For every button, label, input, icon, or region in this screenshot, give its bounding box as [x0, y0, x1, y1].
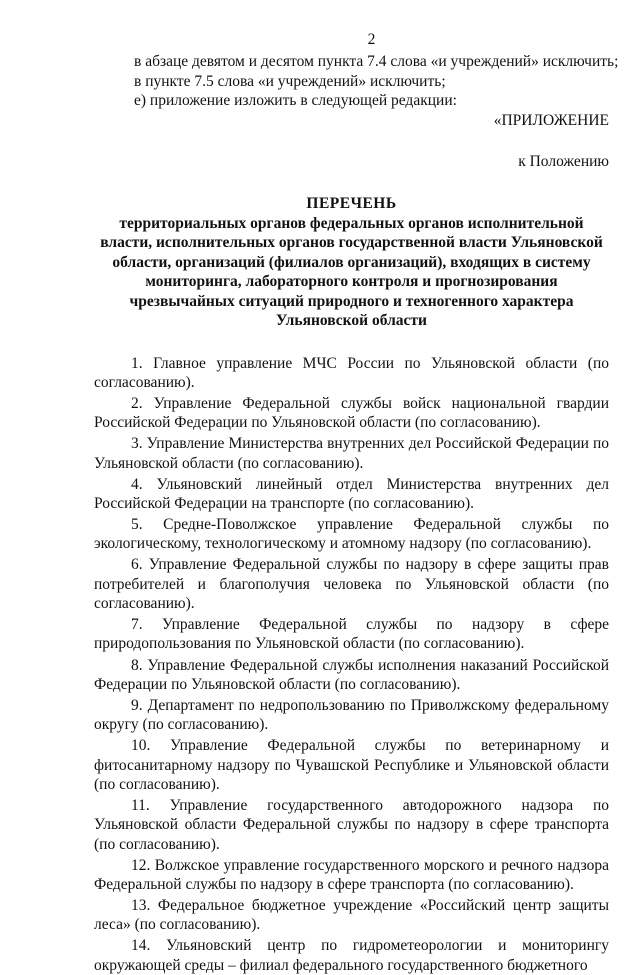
amendment-line: в пункте 7.5 слова «и учреждений» исключить;	[94, 72, 609, 92]
organization-list	[94, 354, 609, 975]
appendix-heading: «ПРИЛОЖЕНИЕ	[94, 111, 609, 131]
list-item: 1. Главное управление МЧС России по Ульяновской области (по согласованию).	[94, 354, 609, 393]
list-item: 8. Управление Федеральной службы исполнения наказаний Российской Федерации по Ульяновской области (по согласованию).	[94, 656, 609, 695]
list-item: 10. Управление Федеральной службы по ветеринарному и фитосанитарному надзору по Чувашской Республике и Ульяновской области (по согласованию).	[94, 736, 609, 794]
list-item: 14. Ульяновский центр по гидрометеорологии и мониторингу окружающей среды – филиал федерального государственного бюджетного	[94, 936, 609, 975]
list-title: ПЕРЕЧЕНЬ	[94, 194, 609, 213]
list-item: 9. Департамент по недропользованию по Приволжскому федеральному округу (по согласованию).	[94, 696, 609, 735]
list-item: 3. Управление Министерства внутренних дел Российской Федерации по Ульяновской области (по согласованию).	[94, 434, 609, 473]
page-number: 2	[134, 0, 609, 50]
list-item: 12. Волжское управление государственного морского и речного надзора Федеральной службы по надзору в сфере транспорта (по согласованию).	[94, 856, 609, 895]
list-description: территориальных органов федеральных органов исполнительной власти, исполнительных органов государственной власти Ульяновской области, организаций (филиалов организаций), входящих в систему мониторинга, лабораторного контроля и прогнозирования чрезвычайных ситуаций природного и техногенного характера Ульяновской области	[94, 214, 609, 331]
list-item: 7. Управление Федеральной службы по надзору в сфере природопользования по Ульяновской области (по согласованию).	[94, 615, 609, 654]
list-item: 4. Ульяновский линейный отдел Министерства внутренних дел Российской Федерации на транспорте (по согласованию).	[94, 475, 609, 514]
list-item: 11. Управление государственного автодорожного надзора по Ульяновской области Федеральной службы по надзору в сфере транспорта (по согласованию).	[94, 796, 609, 854]
amendment-line: е) приложение изложить в следующей редакции:	[94, 91, 609, 111]
amendments-block	[94, 52, 609, 111]
list-item: 2. Управление Федеральной службы войск национальной гвардии Российской Федерации по Ульяновской области (по согласованию).	[94, 394, 609, 433]
list-item: 5. Средне-Поволжское управление Федеральной службы по экологическому, технологическому и атомному надзору (по согласованию).	[94, 515, 609, 554]
amendment-line: в абзаце девятом и десятом пункта 7.4 слова «и учреждений» исключить;	[94, 52, 609, 72]
appendix-subheading: к Положению	[94, 152, 609, 172]
appendix-header	[94, 111, 609, 172]
list-item: 13. Федеральное бюджетное учреждение «Российский центр защиты леса» (по согласованию).	[94, 896, 609, 935]
list-item: 6. Управление Федеральной службы по надзору в сфере защиты прав потребителей и благополучия человека по Ульяновской области (по согласованию).	[94, 555, 609, 613]
